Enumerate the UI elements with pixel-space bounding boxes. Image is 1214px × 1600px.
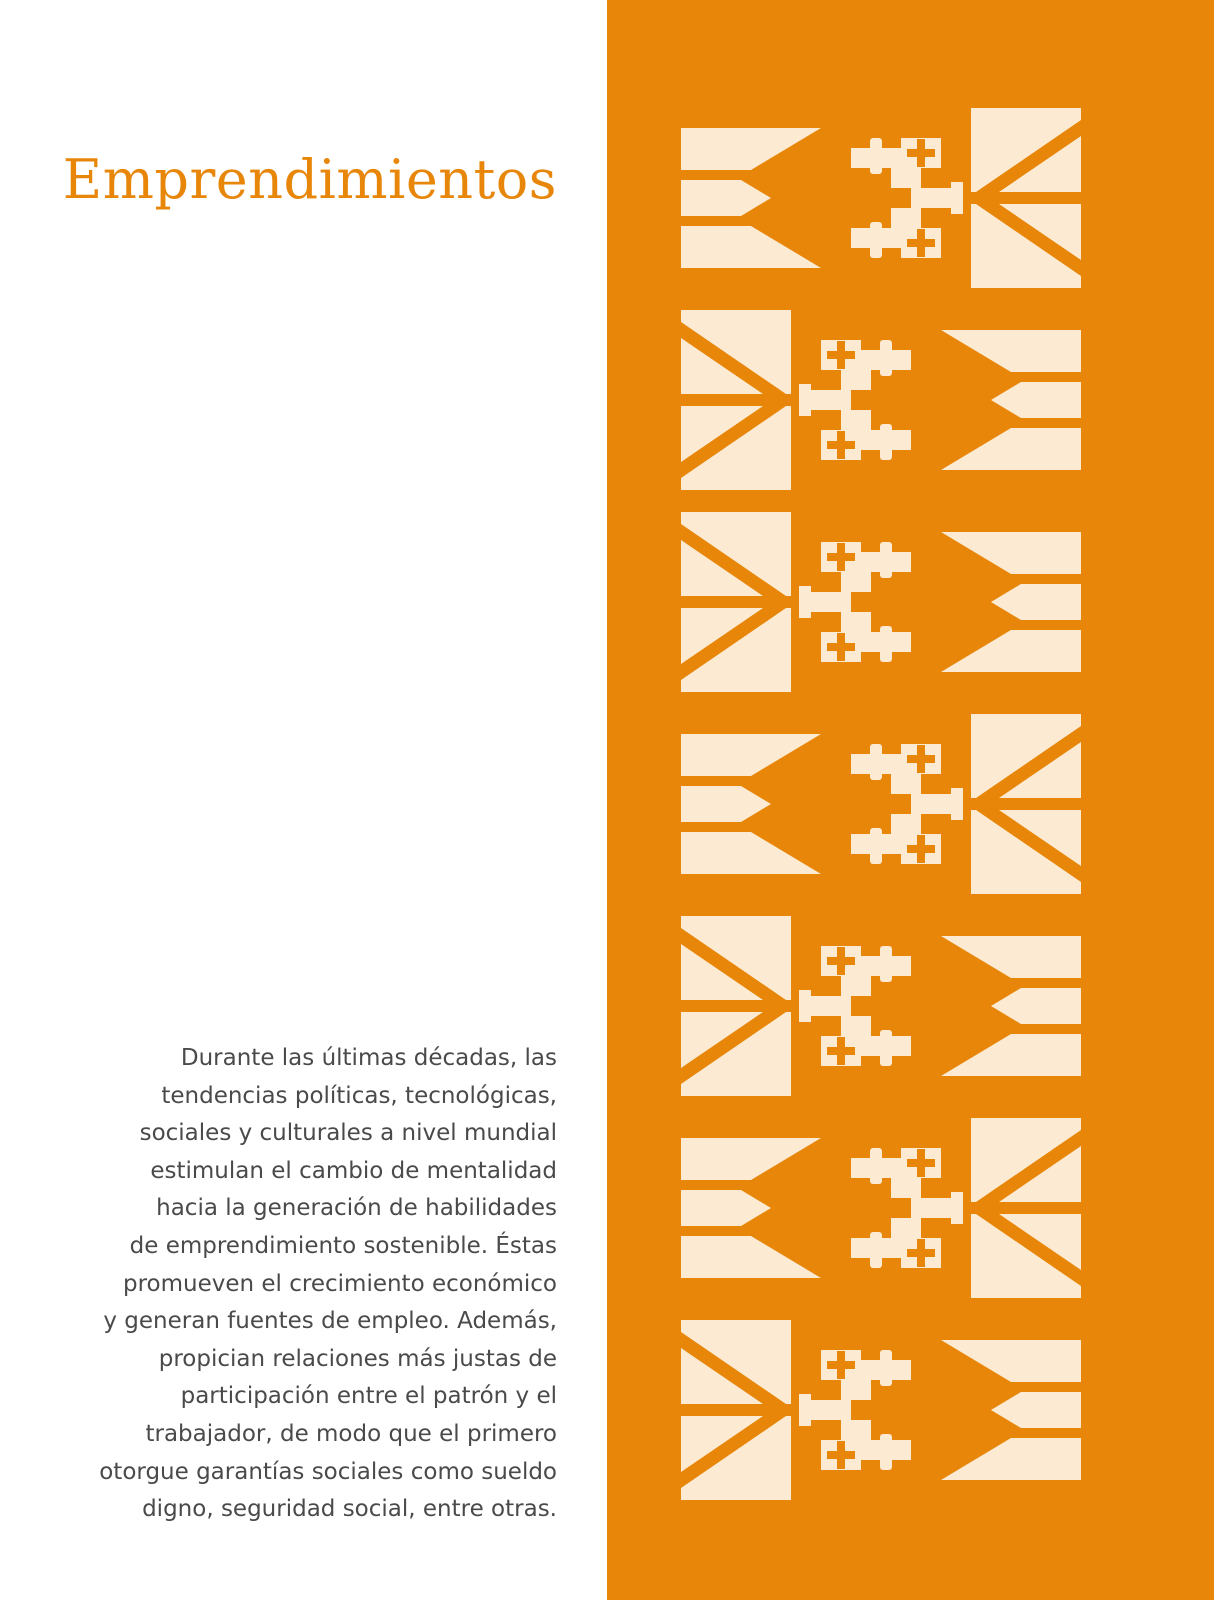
paragraph-line: Durante las últimas décadas, las [180,1045,557,1071]
paragraph-line: sociales y culturales a nivel mundial [139,1120,557,1147]
motif-tile [681,512,1081,692]
paragraph-line: promueven el crecimiento económico [123,1270,557,1297]
paragraph-line: tendencias políticas, tecnológicas, [161,1082,557,1109]
paragraph-line: hacia la generación de habilidades [156,1195,557,1222]
motif-pattern [607,0,1214,1600]
paragraph-line: otorgue garantías sociales como sueldo [99,1458,557,1485]
paragraph-line: participación entre el patrón y el [180,1383,557,1410]
decorative-band [607,0,1214,1600]
paragraph-line: trabajador, de modo que el primero [145,1420,557,1447]
motif-tile [681,714,1081,894]
motif-tile [681,108,1081,288]
page-title: Emprendimientos [62,148,557,211]
motif-tile [681,1320,1081,1500]
intro-paragraph [40,1040,557,1529]
paragraph-line: propician relaciones más justas de [158,1345,557,1372]
motif-tile [681,916,1081,1096]
paragraph-line: de emprendimiento sostenible. Éstas [129,1232,557,1259]
motif-tile [681,1118,1081,1298]
motif-tile [681,310,1081,490]
paragraph-line: estimulan el cambio de mentalidad [150,1157,557,1184]
paragraph-line: digno, seguridad social, entre otras. [142,1496,557,1523]
paragraph-line: y generan fuentes de empleo. Además, [103,1308,557,1335]
